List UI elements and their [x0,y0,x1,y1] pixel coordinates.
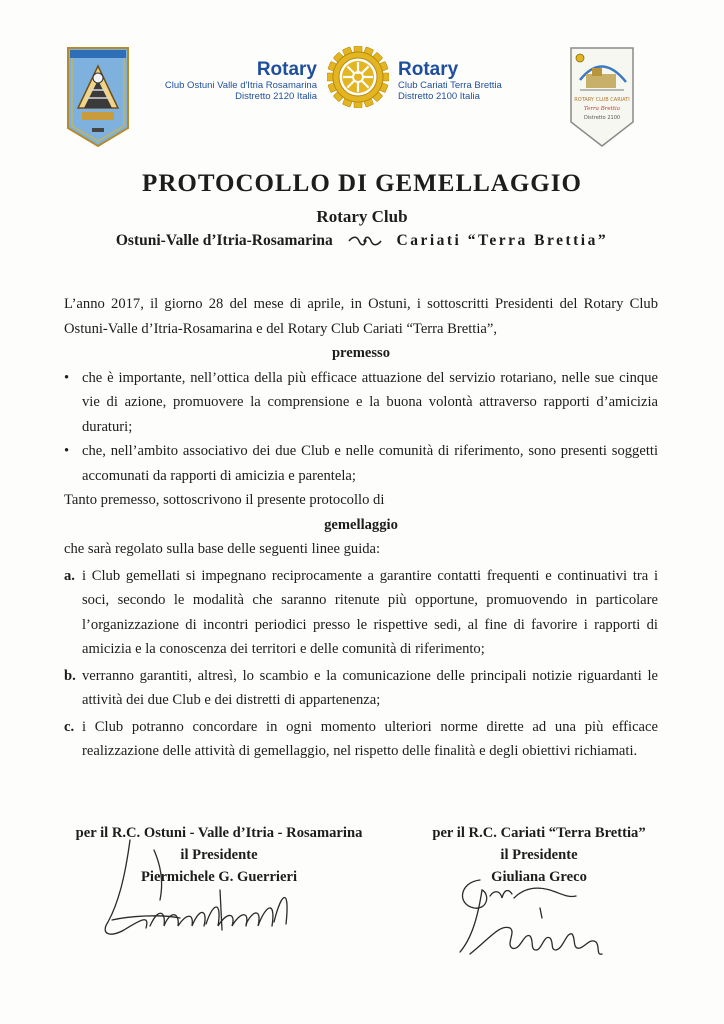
item-text: i Club gemellati si impegnano reciprocamente a garantire contatti frequenti e continuativi tra i soci, secondo le modalità che saranno ritenute più opportune, promuovendo in particolare l’organizzazione di incontri periodici presso le rispettive sedi, al fine di favorire i rapporti di amicizia e la conoscenza dei territori e delle comunità di riferimento; [82,567,658,657]
right-club-logo-text [398,60,578,102]
ostuni-club-pennant-icon [62,42,134,150]
pennant-right-motto: Terra Brettia [583,106,621,112]
handwritten-signature-left [90,830,330,950]
signatory-role-left: il Presidente [180,847,258,863]
document-title: PROTOCOLLO DI GEMELLAGGIO [142,170,582,197]
pennant-right-club: ROTARY CLUB CARIATI [574,97,630,103]
item-marker: b. [64,667,76,684]
intro-paragraph: L’anno 2017, il giorno 28 del mese di aprile, in Ostuni, i sottoscritti Presidenti del Rotary Club Ostuni-Valle d’Itria-Rosamarina e del Rotary Club Cariati “Terra Brettia”, [64,296,658,337]
rotary-wheel-icon [327,46,389,108]
premesso-heading: premesso [331,345,391,361]
item-text: i Club potranno concordare in ogni momento ulteriori norme dirette ad una più efficace realizzazione delle attività di gemellaggio, nel rispetto delle finalità e degli obiettivi richiamati. [82,718,658,759]
ornament-icon [347,236,383,246]
signatory-club-left: per il R.C. Ostuni - Valle d’Itria - Rosamarina [75,825,363,841]
right-club-name: Club Cariati Terra Brettia [398,80,502,91]
item-text: verranno garantiti, altresì, lo scambio e la comunicazione delle principali notizie riguardanti le attività dei due Club e dei distretti di appartenenza; [82,667,658,708]
premise-bullet-1 [64,366,658,440]
guidelines-intro: che sarà regolato sulla base delle seguenti linee guida: [64,541,381,557]
club2-name: Cariati “Terra Brettia” [396,232,609,249]
pennant-right-district: Distretto 2100 [583,115,621,121]
cariati-club-pennant-icon [566,42,638,150]
bullet-marker: • [64,443,70,459]
guideline-item-a [64,564,658,662]
signatory-name-right: Giuliana Greco [491,869,587,885]
left-club-logo-text [145,60,317,102]
bullet-text: che è importante, nell’ottica della più efficace attuazione del servizio rotariano, nelle sue cinque vie di azione, promuovere la comprensione e la buona volontà attraverso rapporti d’amicizia duraturi; [82,369,658,435]
left-club-district: Distretto 2120 Italia [235,91,317,102]
guideline-item-c [64,715,658,764]
twinned-clubs-line [0,232,724,250]
guideline-item-b [64,664,658,713]
document-subtitle: Rotary Club [316,207,408,226]
bullet-text: che, nell’ambito associativo dei due Club e nelle comunità di riferimento, sono presenti soggetti accomunati da rapporti di amicizia e parentela; [82,443,658,484]
document-body [64,292,658,764]
left-club-brand: Rotary [256,59,317,80]
handwritten-signature-right [450,868,630,968]
signatory-name-left: Piermichele G. Guerrieri [141,869,297,885]
right-club-brand: Rotary [398,59,459,80]
club1-name: Ostuni-Valle d’Itria-Rosamarina [115,232,333,249]
right-club-district: Distretto 2100 Italia [398,91,480,102]
left-club-name: Club Ostuni Valle d'Itria Rosamarina [164,80,317,91]
signatory-role-right: il Presidente [500,847,578,863]
gemellaggio-heading: gemellaggio [324,516,398,533]
bullet-marker: • [64,369,70,386]
item-marker: c. [64,718,75,735]
tanto-premesso-line: Tanto premesso, sottoscrivono il presente protocollo di [64,492,385,508]
item-marker: a. [64,567,75,584]
signatory-club-right: per il R.C. Cariati “Terra Brettia” [432,825,646,841]
premise-bullet-2 [64,439,658,488]
